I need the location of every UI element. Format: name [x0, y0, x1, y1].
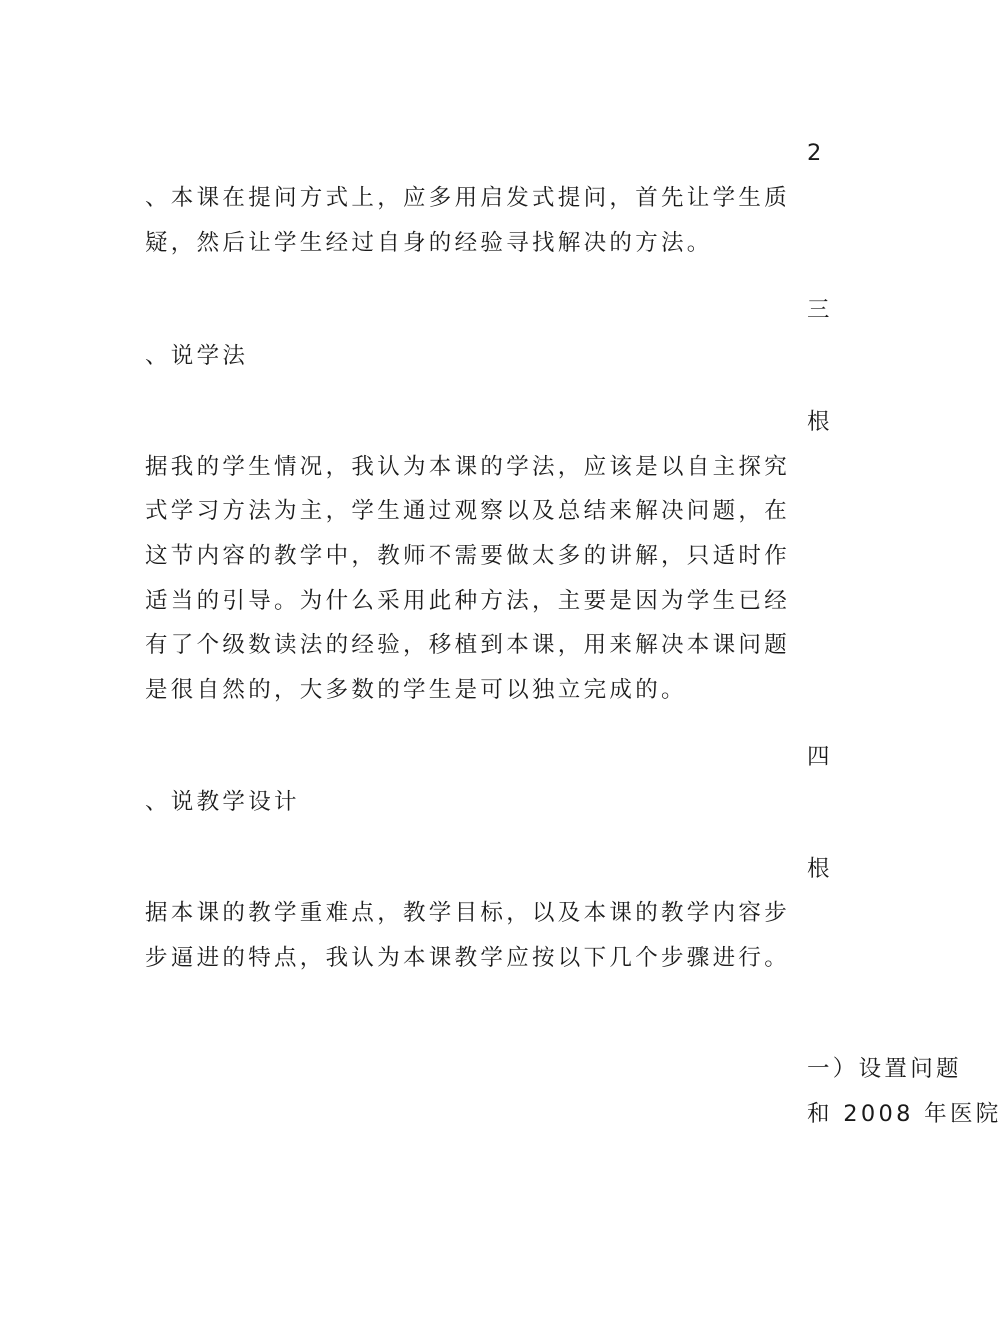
study-method-line-6: 是很自然的，大多数的学生是可以独立完成的。: [145, 677, 687, 703]
teaching-design-heading: 、说教学设计: [145, 789, 300, 815]
marker-san: 三: [807, 297, 833, 323]
marker-gen-1: 根: [807, 409, 833, 435]
study-method-line-4: 适当的引导。为什么采用此种方法，主要是因为学生已经: [145, 588, 791, 614]
year-line: 和 2008 年医院: [807, 1101, 1002, 1127]
study-method-heading: 、说学法: [145, 343, 249, 369]
study-method-line-2: 式学习方法为主，学生通过观察以及总结来解决问题，在: [145, 498, 791, 524]
study-method-line-1: 据我的学生情况，我认为本课的学法，应该是以自主探究: [145, 454, 791, 480]
step-one-heading: 一）设置问题: [807, 1056, 962, 1082]
marker-number-two: 2: [807, 140, 825, 166]
study-method-line-3: 这节内容的教学中，教师不需要做太多的讲解，只适时作: [145, 543, 791, 569]
questioning-line-1: 、本课在提问方式上，应多用启发式提问，首先让学生质: [145, 185, 791, 211]
questioning-line-2: 疑，然后让学生经过自身的经验寻找解决的方法。: [145, 230, 713, 256]
teaching-design-line-2: 步逼进的特点，我认为本课教学应按以下几个步骤进行。: [145, 945, 791, 971]
marker-si: 四: [807, 744, 833, 770]
marker-gen-2: 根: [807, 856, 833, 882]
teaching-design-line-1: 据本课的教学重难点，教学目标，以及本课的教学内容步: [145, 900, 791, 926]
study-method-line-5: 有了个级数读法的经验，移植到本课，用来解决本课问题: [145, 632, 791, 658]
